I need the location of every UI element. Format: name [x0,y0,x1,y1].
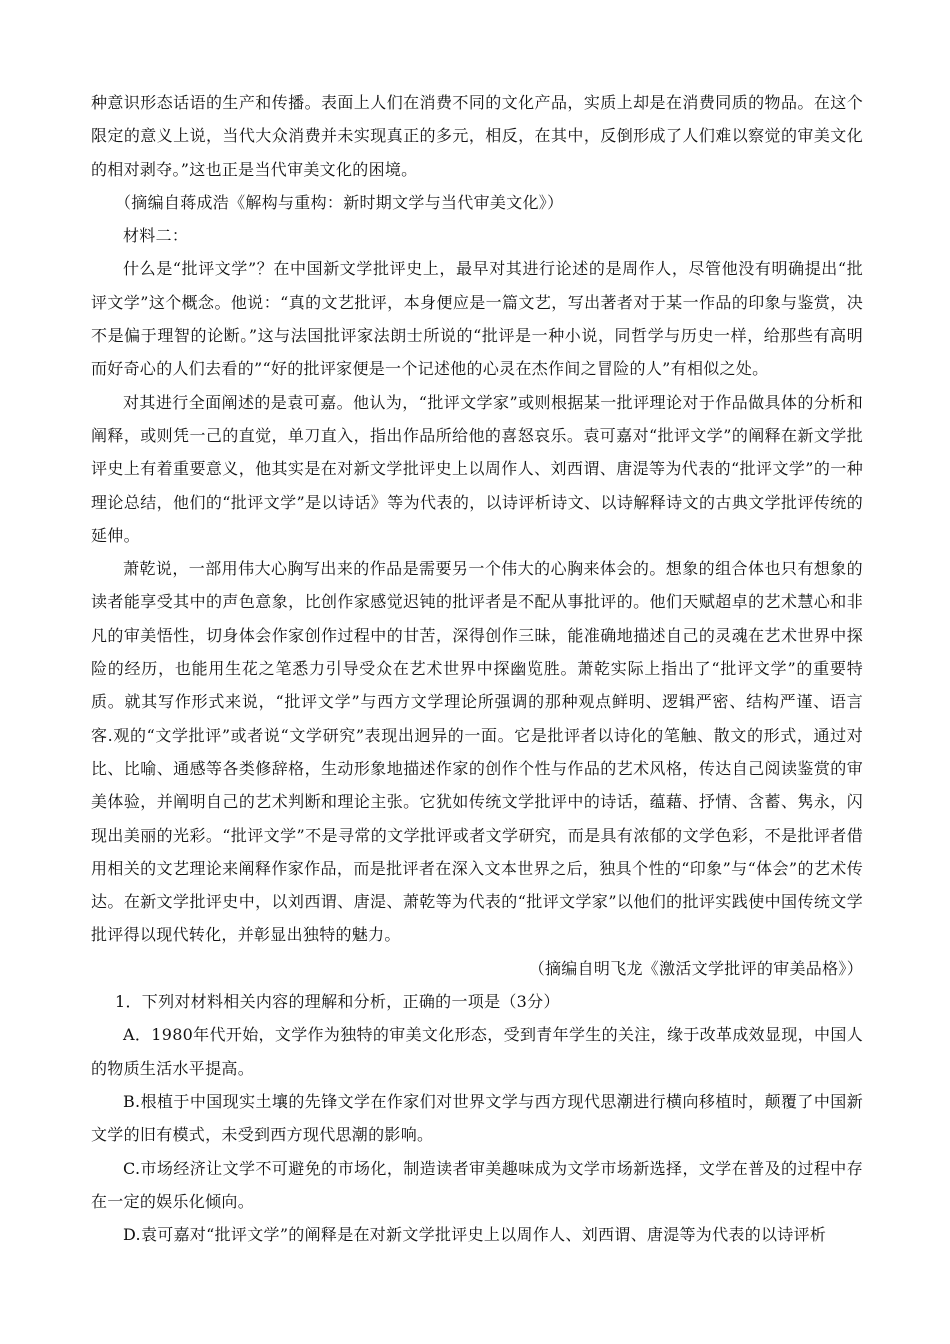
question-option-d: D.袁可嘉对“批评文学”的阐释是在对新文学批评史上以周作人、刘西谓、唐湜等为代表的以诗评析 [123,1225,827,1245]
paragraph-1: 什么是“批评文学”？在中国新文学批评史上，最早对其进行论述的是周作人，尽管他没有明确提出“批评文学”这个概念。他说：“真的文艺批评，本身便应是一篇文艺，写出著者对于某一作品的印象与鉴赏，决不是偏于理智的论断。”这与法国批评家法朗士所说的“批评是一种小说，同哲学与历史一样，给那些有高明而好奇心的人们去看的”“好的批评家便是一个记述他的心灵在杰作间之冒险的人”有相似之处。 [91,259,863,379]
question-option-a: A．1980年代开始，文学作为独特的审美文化形态，受到青年学生的关注，缘于改革成效显现，中国人的物质生活水平提高。 [91,1025,863,1078]
paragraph-3: 萧乾说，一部用伟大心胸写出来的作品是需要另一个伟大的心胸来体会的。想象的组合体也只有想象的读者能享受其中的声色意象，比创作家感觉迟钝的批评者是不配从事批评的。他们天赋超卓的艺术慧心和非凡的审美悟性，切身体会作家创作过程中的甘苦，深得创作三昧，能准确地描述自己的灵魂在艺术世界中探险的经历，也能用生花之笔悉力引导受众在艺术世界中探幽览胜。萧乾实际上指出了“批评文学”的重要特质。就其写作形式来说，“批评文学”与西方文学理论所强调的那种观点鲜明、逻辑严密、结构严谨、语言客.观的“文学批评”或者说“文学研究”表现出迥异的一面。它是批评者以诗化的笔触、散文的形式，通过对比、比喻、通感等各类修辞格，生动形象地描述作家的创作个性与作品的艺术风格，传达自己阅读鉴赏的审美体验，并阐明自己的艺术判断和理论主张。它犹如传统文学批评中的诗话，蕴藉、抒情、含蓄、隽永，闪现出美丽的光彩。“批评文学”不是寻常的文学批评或者文学研究，而是具有浓郁的文学色彩，不是批评者借用相关的文艺理论来阐释作家作品，而是批评者在深入文本世界之后，独具个性的“印象”与“体会”的艺术传达。在新文学批评史中，以刘西谓、唐湜、萧乾等为代表的“批评文学家”以他们的批评实践使中国传统文学批评得以现代转化，并彰显出独特的魅力。 [91,559,863,945]
question-option-b: B.根植于中国现实土壤的先锋文学在作家们对世界文学与西方现代思潮进行横向移植时，颠覆了中国新文学的旧有模式，未受到西方现代思潮的影响。 [91,1091,863,1145]
source-citation-2: （摘编自明飞龙《激活文学批评的审美品格》） [528,958,863,978]
section-heading-material-2: 材料二： [123,226,189,246]
question-stem: 1．下列对材料相关内容的理解和分析，正确的一项是（3分） [115,992,560,1012]
document-page [91,86,863,1251]
paragraph-continuation: 种意识形态话语的生产和传播。表面上人们在消费不同的文化产品，实质上却是在消费同质的物品。在这个限定的意义上说，当代大众消费并未实现真正的多元，相反，在其中，反倒形成了人们难以察觉的审美文化的相对剥夺。”这也正是当代审美文化的困境。 [91,93,863,179]
paragraph-2: 对其进行全面阐述的是袁可嘉。他认为，“批评文学家”或则根据某一批评理论对于作品做具体的分析和阐释，或则凭一己的直觉，单刀直入，指出作品所给他的喜怒哀乐。袁可嘉对“批评文学”的阐释在新文学批评史上有着重要意义，他其实是在对新文学批评史上以周作人、刘西谓、唐湜等为代表的“批评文学”的一种理论总结，他们的“批评文学”是以诗话》等为代表的，以诗评析诗文、以诗解释诗文的古典文学批评传统的延伸。 [91,392,863,545]
source-citation-1: （摘编自蒋成浩《解构与重构：新时期文学与当代审美文化》） [115,192,564,212]
question-option-c: C.市场经济让文学不可避免的市场化，制造读者审美趣味成为文学市场新选择，文学在普及的过程中存在一定的娱乐化倾向。 [91,1158,863,1211]
